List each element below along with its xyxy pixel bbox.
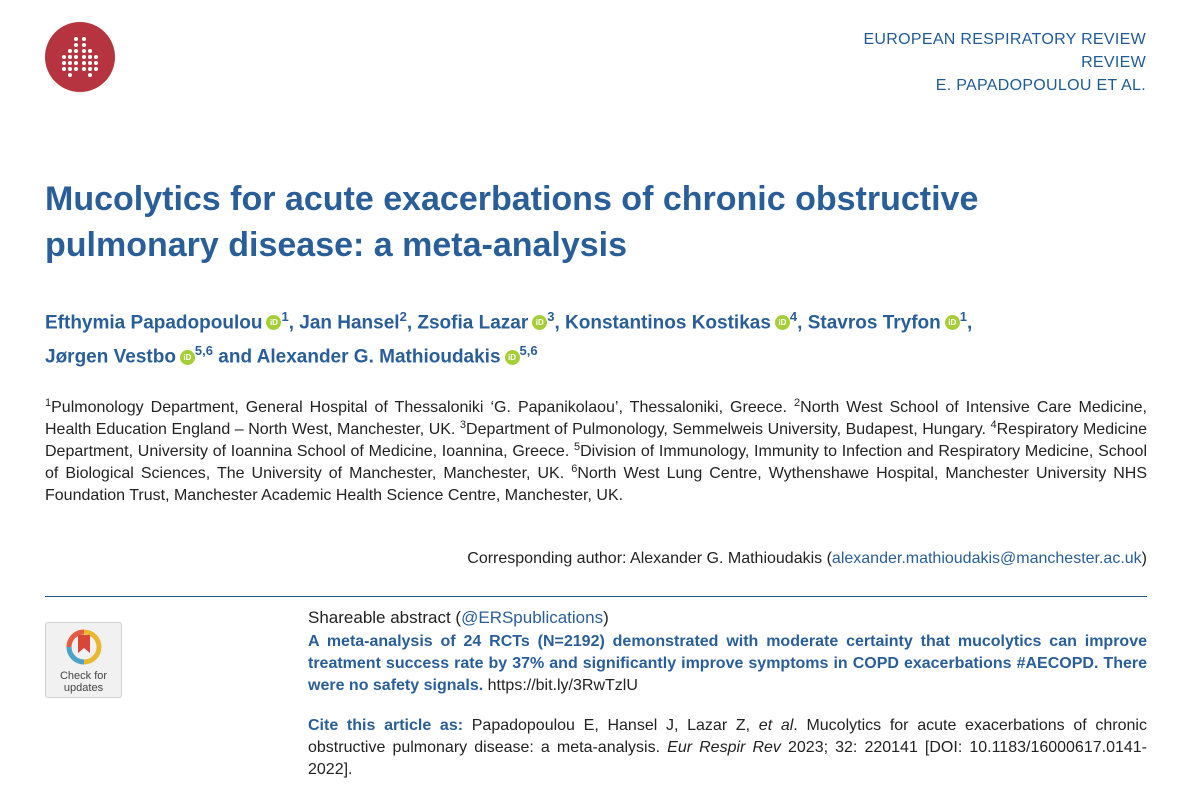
abstract-summary: A meta-analysis of 24 RCTs (N=2192) demonstrated with moderate certainty that mucolytics can improve treatment success rate by 37% and significantly improve symptoms in COPD exacerbations #AECOPD. There were no safety signals.	[308, 633, 1147, 694]
running-author: E. PAPADOPOULOU ET AL.	[935, 77, 1146, 94]
cite-journal: Eur Respir Rev	[667, 739, 781, 756]
affiliation-number: 2	[794, 397, 801, 409]
affiliation-text: Division of Immunology, Immunity to Infection and Respiratory Medicine, School of Biological Sciences, The University of Manchester, Manchester, UK.	[45, 443, 1148, 482]
author-affiliation: 4	[789, 309, 798, 324]
author-affiliation: 5,6	[519, 343, 538, 359]
affiliation-text: Respiratory Medicine Department, University of Ioannina School of Medicine, Ioannina, Greece.	[45, 421, 1148, 460]
cite-title: . Mucolytics for acute exacerbations of chronic obstructive pulmonary disease: a meta-analysis.	[308, 717, 1147, 756]
cite-authors: Papadopoulou E, Hansel J, Lazar Z,	[463, 717, 759, 734]
affiliation-number: 4	[990, 419, 997, 431]
orcid-icon[interactable]: iD	[266, 315, 281, 330]
journal-header	[863, 28, 1146, 97]
ers-logo	[45, 22, 115, 92]
author[interactable]: Alexander G. Mathioudakis	[256, 346, 501, 368]
abstract-heading-label: Shareable abstract (	[308, 608, 462, 627]
orcid-icon[interactable]: iD	[945, 315, 960, 330]
author[interactable]: Efthymia Papadopoulou	[45, 312, 263, 334]
section-divider	[45, 596, 1147, 597]
citation	[308, 715, 1147, 781]
orcid-icon[interactable]: iD	[532, 315, 547, 330]
orcid-icon[interactable]: iD	[775, 315, 790, 330]
author[interactable]: Zsofia Lazar	[417, 312, 529, 334]
abstract-heading	[308, 607, 1147, 629]
orcid-icon[interactable]: iD	[505, 350, 520, 365]
author-affiliation: 3	[547, 309, 555, 324]
author[interactable]: Stavros Tryfon	[807, 312, 941, 334]
affiliation-number: 1	[45, 397, 52, 409]
check-for-updates-badge[interactable]	[45, 622, 122, 698]
cite-details: 2023; 32: 220141 [DOI: 10.1183/16000617.0141-2022].	[308, 739, 1147, 778]
author-affiliation: 1	[281, 309, 289, 324]
author[interactable]: Jan Hansel	[299, 312, 400, 334]
author-conjunction: and	[218, 346, 253, 368]
affiliation-text: Department of Pulmonology, Semmelweis University, Budapest, Hungary.	[466, 421, 986, 438]
crossmark-icon	[66, 629, 102, 669]
affiliations	[45, 397, 1147, 507]
article-section: REVIEW	[1081, 54, 1146, 71]
affiliation-text: Pulmonology Department, General Hospital of Thessaloniki ‘G. Papanikolaou’, Thessaloniki, Greece.	[51, 399, 787, 416]
abstract-text	[308, 631, 1147, 697]
affiliation-number: 5	[574, 441, 581, 453]
corresponding-email-link[interactable]: alexander.mathioudakis@manchester.ac.uk	[831, 550, 1142, 567]
badge-line: updates	[63, 682, 104, 694]
journal-name: EUROPEAN RESPIRATORY REVIEW	[863, 31, 1146, 48]
abstract-short-link[interactable]: https://bit.ly/3RwTzlU	[483, 677, 638, 694]
shareable-abstract	[308, 607, 1147, 781]
author-affiliation: 2	[399, 309, 407, 324]
badge-line: Check for	[59, 670, 108, 682]
author[interactable]: Konstantinos Kostikas	[565, 312, 771, 334]
affiliation-text: North West School of Intensive Care Medicine, Health Education England – North West, Manchester, UK.	[45, 399, 1148, 438]
article-title: Mucolytics for acute exacerbations of chronic obstructive pulmonary disease: a meta-analysis	[45, 180, 979, 264]
corresponding-close: )	[1141, 550, 1147, 567]
author-list: Efthymia Papadopoulou iD $^1$, Jan Hansel$^2$, Zsofia Lazar iD $^3$, Konstantinos Kostikas iD $^4$, Stavros Tryfon iD $^1$, Jørgen Vestbo iD $^{5,6}$ and Alexander G. Mathioudakis iD $^{5,6}$	[45, 309, 973, 368]
abstract-heading-close: )	[603, 608, 609, 627]
author[interactable]: Jørgen Vestbo	[45, 346, 176, 368]
author-affiliation: 1	[959, 309, 967, 324]
corresponding-label: Corresponding author: Alexander G. Mathioudakis (	[467, 550, 832, 567]
corresponding-author	[467, 550, 1147, 568]
cite-label: Cite this article as:	[308, 717, 464, 734]
affiliation-number: 3	[459, 419, 467, 431]
author-affiliation: 5,6	[194, 343, 213, 359]
affiliation-number: 6	[571, 463, 578, 475]
cite-etal: et al	[758, 717, 794, 734]
orcid-icon[interactable]: iD	[180, 350, 195, 365]
ers-handle-link[interactable]: @ERSpublications	[461, 608, 604, 627]
badge-label	[46, 670, 121, 694]
affiliation-text: North West Lung Centre, Wythenshawe Hospital, Manchester University NHS Foundation Trust, Manchester Academic Health Science Centre, Manchester, UK.	[45, 465, 1147, 504]
